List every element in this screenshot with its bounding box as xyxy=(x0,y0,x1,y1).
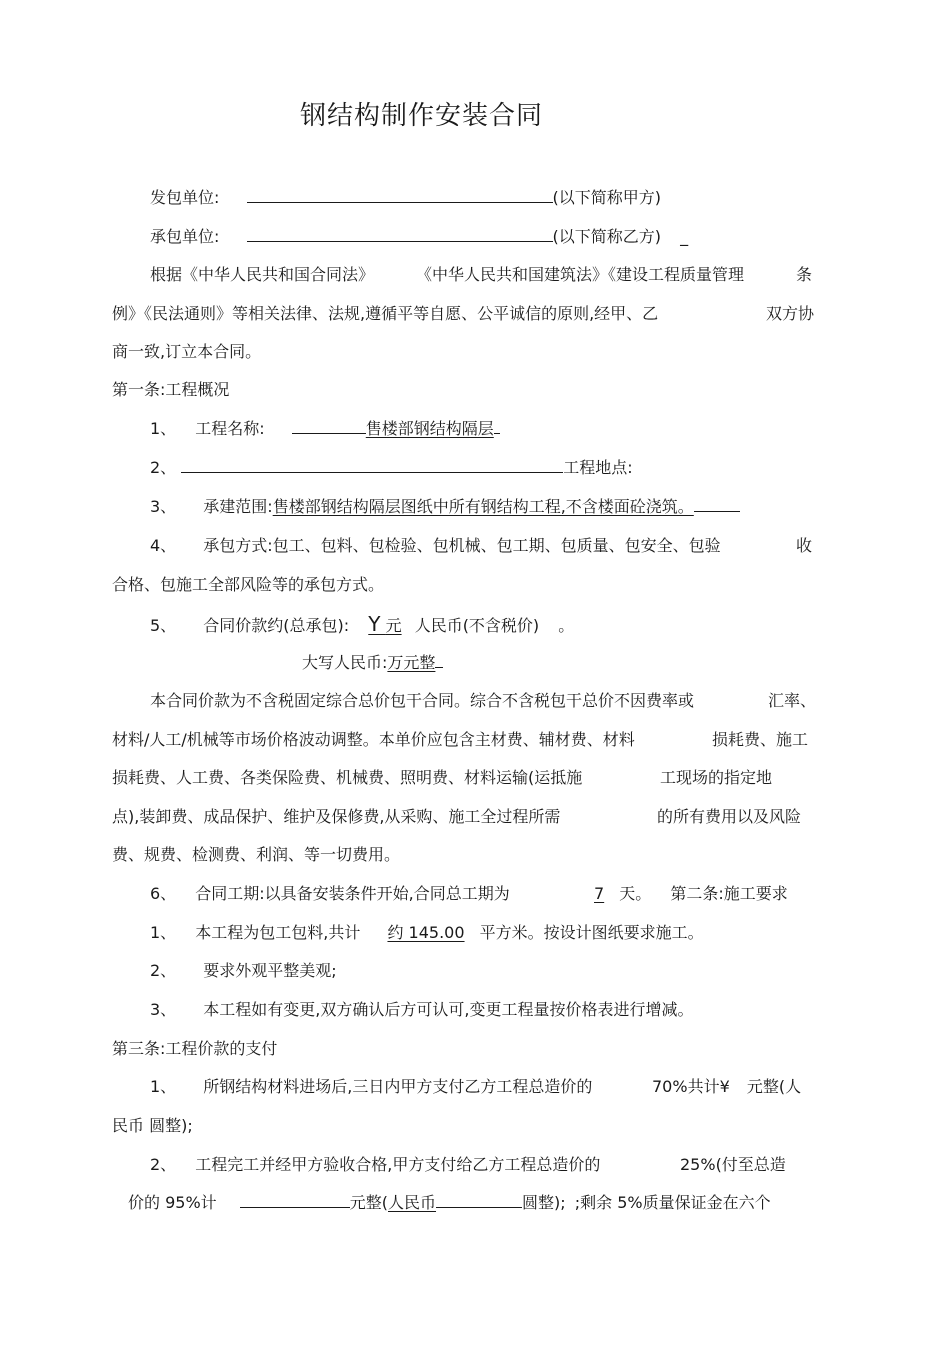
desc-line-3b: 工现场的指定地 xyxy=(660,768,773,787)
item-number: 4、 xyxy=(150,536,177,555)
item-1-4 xyxy=(150,536,721,556)
area-text-b: 平方米。按设计图纸要求施工。 xyxy=(479,923,704,942)
duration-days[interactable]: 7 xyxy=(594,884,605,903)
item-1-3 xyxy=(150,497,740,517)
item-2-3 xyxy=(150,1000,693,1020)
item-3-2 xyxy=(150,1155,600,1175)
payment-2-yuan: 元整( xyxy=(349,1193,388,1212)
party-a-field[interactable] xyxy=(247,188,553,203)
intro-line-2a: 例》《民法通则》等相关法律、法规,遵循平等自愿、公平诚信的原则,经甲、乙 xyxy=(112,304,659,323)
price-label: 合同价款约(总承包): xyxy=(203,616,350,635)
yen-symbol: Y xyxy=(368,612,381,636)
payment-2-rmb: 人民币 xyxy=(388,1193,437,1212)
contract-title: 钢结构制作安装合同 xyxy=(300,101,544,131)
project-name-label: 工程名称: xyxy=(195,419,265,438)
payment-1-text: 所钢结构材料进场后,三日内甲方支付乙方工程总造价的 xyxy=(203,1077,593,1096)
contract-mode-text: 承包方式:包工、包料、包检验、包机械、包工期、包质量、包安全、包验 xyxy=(203,536,721,555)
party-a-label: 发包单位: xyxy=(150,188,220,207)
party-b-field[interactable] xyxy=(247,227,553,242)
item-number: 1、 xyxy=(150,923,177,942)
change-requirement: 本工程如有变更,双方确认后方可认可,变更工程量按价格表进行增减。 xyxy=(203,1000,694,1019)
party-a-suffix: (以下简称甲方) xyxy=(552,188,661,207)
payment-2-line-2 xyxy=(128,1193,771,1213)
price-end: 。 xyxy=(558,616,575,635)
contract-mode-line-2: 合格、包施工全部风险等的承包方式。 xyxy=(112,575,385,594)
area-value[interactable]: 约 145.00 xyxy=(387,923,465,942)
underline-blank xyxy=(494,419,500,434)
item-number: 1、 xyxy=(150,419,177,438)
yuan-unit: 元 xyxy=(385,616,402,635)
desc-line-1b: 汇率、 xyxy=(768,691,817,710)
party-b-label: 承包单位: xyxy=(150,227,220,246)
item-1-6 xyxy=(150,884,510,904)
intro-line-3: 商一致,订立本合同。 xyxy=(112,342,262,361)
payment-2-text: 工程完工并经甲方验收合格,甲方支付给乙方工程总造价的 xyxy=(195,1155,601,1174)
capital-amount-label: 大写人民币: xyxy=(302,653,388,672)
intro-line-2b: 双方协 xyxy=(766,304,815,323)
intro-line-1a: 根据《中华人民共和国合同法》 xyxy=(150,265,375,284)
capital-amount-row xyxy=(302,653,443,673)
desc-line-2a: 材料/人工/机械等市场价格波动调整。本单价应包含主材费、辅材费、材料 xyxy=(112,730,635,749)
payment-1-line-2: 民币 圆整); xyxy=(112,1116,193,1135)
party-a-row xyxy=(150,188,661,208)
duration-unit: 天。 xyxy=(619,884,652,903)
article-2-heading: 第二条:施工要求 xyxy=(670,884,788,903)
desc-line-3a: 损耗费、人工费、各类保险费、机械费、照明费、材料运输(运抵施 xyxy=(112,768,583,787)
party-b-row xyxy=(150,227,688,247)
contract-mode-tail: 收 xyxy=(796,536,813,555)
payment-1-percent: 70%共计¥ xyxy=(652,1077,730,1096)
intro-line-1c: 条 xyxy=(796,265,813,284)
project-location-field[interactable] xyxy=(181,458,563,473)
payment-1-yuan: 元整(人 xyxy=(746,1077,802,1096)
desc-line-4a: 点),装卸费、成品保护、维护及保修费,从采购、施工全过程所需 xyxy=(112,807,561,826)
underline-blank xyxy=(694,497,740,512)
price-value[interactable] xyxy=(368,612,402,636)
underline-blank xyxy=(435,653,443,668)
capital-amount-value[interactable]: 万元整 xyxy=(387,653,436,672)
item-number: 2、 xyxy=(150,458,177,477)
project-location-label: 工程地点: xyxy=(563,458,633,477)
project-name-value[interactable]: 售楼部钢结构隔层 xyxy=(365,419,494,438)
item-number: 3、 xyxy=(150,497,177,516)
payment-2-rmb-end: 圆整); xyxy=(522,1193,566,1212)
desc-line-4b: 的所有费用以及风险 xyxy=(657,807,802,826)
payment-2-percent: 25%(付至总造 xyxy=(680,1155,786,1174)
area-text-a: 本工程为包工包料,共计 xyxy=(195,923,361,942)
item-number: 3、 xyxy=(150,1000,177,1019)
item-2-1 xyxy=(150,923,704,943)
duration-row-tail xyxy=(594,884,788,904)
duration-label: 合同工期:以具备安装条件开始,合同总工期为 xyxy=(195,884,510,903)
item-2-2 xyxy=(150,961,337,981)
item-number: 6、 xyxy=(150,884,177,903)
item-3-1 xyxy=(150,1077,592,1097)
desc-line-1a: 本合同价款为不含税固定综合总价包干合同。综合不含税包干总价不因费率或 xyxy=(150,691,695,710)
desc-line-5: 费、规费、检测费、利润、等一切费用。 xyxy=(112,845,401,864)
scope-value[interactable]: 售楼部钢结构隔层图纸中所有钢结构工程,不含楼面砼浇筑。 xyxy=(272,497,694,516)
payment-1-tail xyxy=(652,1077,801,1097)
desc-line-2b: 损耗费、施工 xyxy=(712,730,809,749)
party-b-suffix: (以下简称乙方) xyxy=(552,227,661,246)
payment-2-rmb-field[interactable] xyxy=(436,1193,522,1208)
article-3-heading: 第三条:工程价款的支付 xyxy=(112,1039,278,1058)
item-number: 2、 xyxy=(150,961,177,980)
payment-2-amount-label: 价的 95%计 xyxy=(128,1193,217,1212)
item-number: 5、 xyxy=(150,616,177,635)
payment-2-amount-field[interactable] xyxy=(240,1193,350,1208)
item-1-5 xyxy=(150,614,574,636)
item-1-2 xyxy=(150,458,633,478)
appearance-requirement: 要求外观平整美观; xyxy=(203,961,337,980)
item-1-1 xyxy=(150,419,500,439)
item-number: 1、 xyxy=(150,1077,177,1096)
underline-blank xyxy=(292,419,366,434)
price-currency-note: 人民币(不含税价) xyxy=(414,616,540,635)
party-b-tail: _ xyxy=(680,227,689,246)
scope-label: 承建范围: xyxy=(203,497,273,516)
payment-2-remaining: ;剩余 5%质量保证金在六个 xyxy=(574,1193,771,1212)
item-number: 2、 xyxy=(150,1155,177,1174)
intro-line-1b: 《中华人民共和国建筑法》《建设工程质量管理 xyxy=(416,265,745,284)
article-1-heading: 第一条:工程概况 xyxy=(112,380,230,399)
